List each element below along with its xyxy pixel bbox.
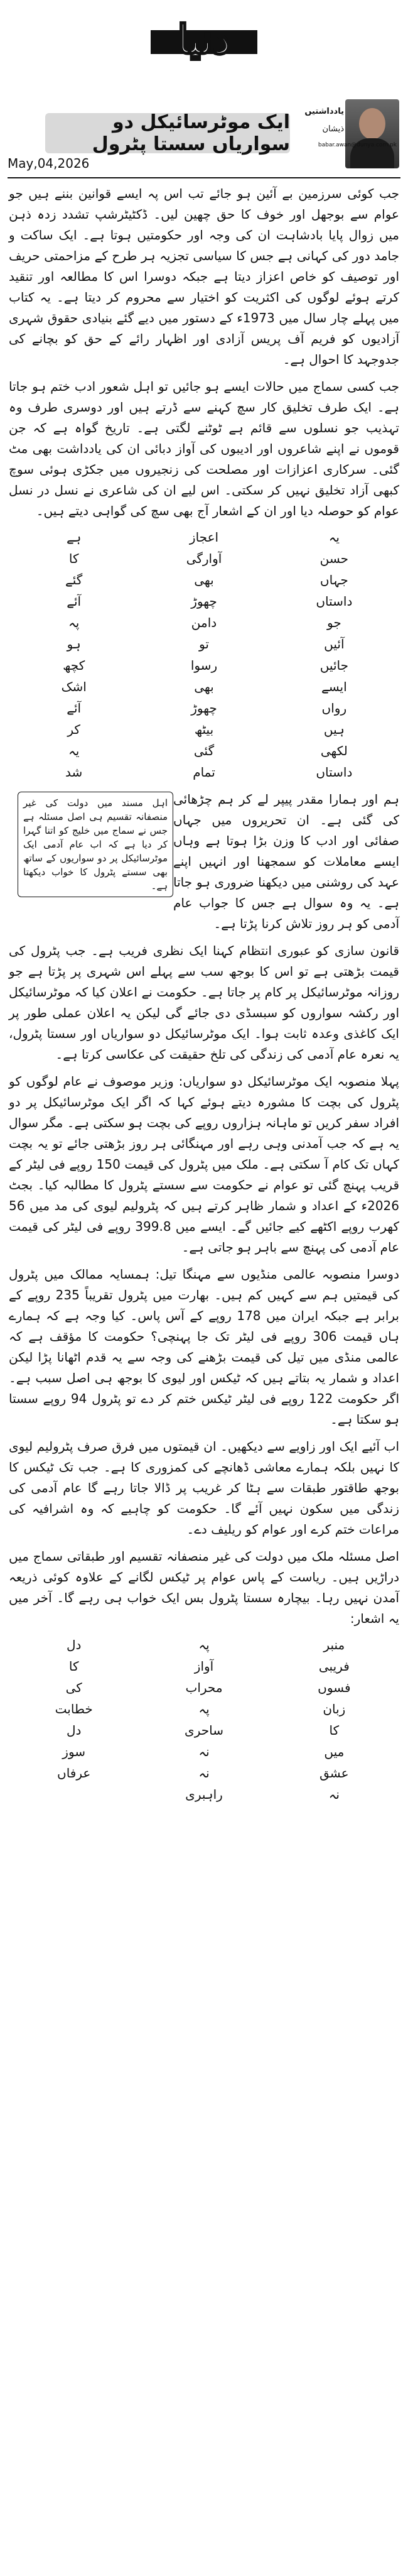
verse-word: ایسے [321, 679, 347, 694]
verse-word: یہ [328, 530, 340, 545]
verse-word: جائیں [319, 658, 348, 673]
paragraph-8: اصل مسئلہ ملک میں دولت کی غیر منصفانہ تقسیم اور طبقاتی سماج میں دراڑیں ہیں۔ ریاست کے پاس عوام پر ٹیکس لگانے کے علاوہ کوئی ذریعہ آمدن نہیں رہا۔ بیچارہ سستا پٹرول بس ایک خواب ہی رہے گا۔ آخر میں یہ اشعار: [9, 1549, 399, 1626]
verse-word: دل [66, 1637, 82, 1652]
paragraph-3: ہم اور ہمارا مقدر پیپر لے کر ہم چڑھائی کی گئی ہے۔ ان تحریروں میں جہاں صفائی اور ادب کا وزن بڑا ہوتا ہے وہاں ایسے معاملات کو سمجھنا اور انہیں اپنے عہد کی روشنی میں دیکھنا ضروری ہو جاتا ہے۔ یہ وہ سوال ہے جس کا جواب عام آدمی کو ہر روز تلاش کرنا پڑتا ہے۔ [173, 792, 399, 931]
author-name: ذیشان [322, 124, 344, 134]
verse-word: آئیں [324, 636, 345, 652]
column-date: May,04,2026 [8, 156, 90, 171]
verse-word: رسوا [190, 658, 218, 673]
verse-word: اشک [61, 679, 87, 694]
verse-word: تو [199, 636, 209, 652]
column-title: ایک موٹرسائیکل دو سواریاں سستا پٹرول [45, 113, 290, 153]
verse-word: گئی [193, 743, 215, 758]
verse-word: پہ [68, 615, 80, 630]
verse-word: پہ [198, 1701, 210, 1716]
logo-text: دنیا [177, 16, 231, 63]
masthead [0, 0, 408, 94]
verse-word: یہ [68, 743, 80, 758]
verse-word: گئے [65, 572, 83, 587]
verse-word: بھی [194, 679, 214, 694]
verse-word: دامن [191, 615, 217, 630]
verse-word: تمام [193, 765, 215, 780]
verse-word: دل [66, 1723, 82, 1738]
verse-word: ہو [67, 636, 81, 652]
paragraph-2: جب کسی سماج میں حالات ایسے ہو جائیں تو اہل شعور ادب ختم ہو جاتا ہے۔ ایک طرف تخلیق کار سچ کہنے سے ڈرتے ہیں اور دوسری طرف وہ تہذیب جو نسلوں سے قائم ہے ٹوٹنے لگتی ہے۔ تاریخ گواہ ہے کہ جن قوموں نے اپنے شاعروں اور ادیبوں کی آواز دبائی ان کی یادداشت بھی مٹ گئی۔ سرکاری اعزازات اور مصلحت کی زنجیروں میں جکڑی ہوئی سوچ کبھی آزاد تخلیق نہیں کر سکتی۔ اس لیے ان کی شاعری نے نسل در نسل عوام کو حوصلہ دیا اور ان کے اشعار آج بھی سچ کی گواہی دیتے ہیں۔ [9, 379, 399, 518]
verse-word: نہ [198, 1766, 210, 1781]
verse-word: پہ [198, 1637, 210, 1652]
verse-word: خطابت [55, 1701, 93, 1716]
verse-word: اعجاز [189, 530, 219, 545]
verse-word: کا [68, 551, 79, 566]
verse-word: راہبری [185, 1787, 223, 1802]
verse-word: کا [329, 1723, 340, 1738]
author-photo [345, 99, 399, 168]
paragraph-6: دوسرا منصوبہ عالمی منڈیوں سے مہنگا تیل: ہمسایہ ممالک میں پٹرول کی قیمتیں ہم سے کہیں کم ہیں۔ بھارت میں پٹرول تقریباً 235 روپے کے برابر ہے جبکہ ایران میں 178 روپے کے آس پاس۔ کیا وجہ ہے کہ ہمارے ہاں قیمت 306 روپے فی لیٹر تک جا پہنچی؟ حکومت کا مؤقف ہے کہ عالمی منڈی میں تیل کی قیمت بڑھنے کی وجہ سے یہ قدم اٹھانا پڑا لیکن اعداد و شمار یہ بتاتے ہیں کہ ٹیکس اور لیوی کا بوجھ ہی اصل سبب ہے۔ اگر حکومت 122 روپے فی لیٹر ٹیکس ختم کر دے تو پٹرول 94 روپے سستا ہو سکتا ہے۔ [9, 1267, 399, 1427]
verse-word: آوارگی [186, 551, 222, 566]
author-block [296, 97, 400, 172]
verse-word: فریبی [318, 1659, 350, 1674]
verse-word: کا [68, 1659, 79, 1674]
verse-word: جہاں [319, 572, 348, 587]
dunya-logo [151, 5, 257, 74]
author-head-shape [359, 108, 385, 139]
verse-word: کر [67, 722, 80, 737]
verse-word: جو [326, 615, 341, 630]
verse-word: آئے [67, 594, 82, 609]
verse-word: شد [65, 765, 83, 780]
column-header [8, 94, 400, 176]
verse-word: کچھ [63, 658, 85, 673]
verse-word: عرفاں [57, 1766, 91, 1781]
verse-word: ساحری [185, 1723, 223, 1738]
paragraph-5: پہلا منصوبہ ایک موٹرسائیکل دو سواریاں: وزیر موصوف نے عام لوگوں کو پٹرول کی بچت کا مشورہ دیتے ہوئے کہا کہ اگر ایک موٹرسائیکل پر دو افراد سفر کریں تو ماہانہ ہزاروں روپے کی بچت ہو سکتی ہے۔ مگر سوال یہ ہے کہ جب آمدنی وہی رہے اور مہنگائی ہر روز بڑھتی جائے تو یہ بچت کہاں تک کام آ سکتی ہے۔ ملک میں پٹرول کی قیمت 150 روپے فی لیٹر کے قریب پہنچ گئی تو عوام نے حکومت سے سستے پٹرول کا مطالبہ کیا۔ بجٹ 2026ء کے اعداد و شمار ظاہر کرتے ہیں کہ پٹرولیم لیوی کی مد میں 56 کھرب روپے اکٹھے کیے جائیں گے۔ ایسے میں 399.8 روپے فی لیٹر کی قیمت عام آدمی کی پہنچ سے باہر ہو جاتی ہے۔ [9, 1074, 399, 1255]
header-divider [8, 177, 400, 178]
verse-word: عشق [319, 1766, 349, 1781]
verse-word: کی [65, 1680, 82, 1695]
paragraph-4: قانون سازی کو عبوری انتظام کہنا ایک نظری فریب ہے۔ جب پٹرول کی قیمت بڑھتی ہے تو اس کا بوجھ سب سے پہلے اس شہری پر پڑتا ہے جو روزانہ موٹرسائیکل پر کام پر جاتا ہے۔ حکومت نے اعلان کیا کہ موٹرسائیکل اور رکشہ سواروں کو سبسڈی دی جائے گی لیکن یہ اعلان عملی طور پر ایک کاغذی وعدہ ثابت ہوا۔ ایک موٹرسائیکل دو سواریاں اور سستا پٹرول، یہ نعرہ عام آدمی کی زندگی کی تلخ حقیقت کی عکاسی کرتا ہے۔ [9, 943, 399, 1062]
verse-word: داستاں [316, 765, 353, 780]
verse-word: بیٹھ [194, 722, 214, 737]
verse-word: حسن [319, 551, 349, 566]
paragraph-1: جب کوئی سرزمین بے آئین ہو جائے تب اس پہ ایسے قوانین بننے ہیں جو عوام سے بوجھل اور خوف کا حق چھین لیں۔ ڈکٹیٹرشپ تشدد زدہ ذہن میں زوال پایا بادشاہت ان کی وجہ اور حکومتیں ہوتا ہے۔ ایک ساکت و جامد دور کی کہانی ہے جس کا سیاسی تجزیہ ہر طرح کے مزاحمتی حریف اور توصیف کو خاص اعزاز دیتا ہے جبکہ دوسرا اس کا مطالعہ اور تنقید کرتے ہوئے لوگوں کی اکثریت کو اختیار سے محروم کر دیتا ہے۔ یہ کتاب میں پہلے چار سال میں 1973ء کے دستور میں دیے گئے بنیادی حقوق شہری آزادیوں کو فریم آف پریس آزادی اور اظہار رائے کے حق کو بچانے کی جدوجہد کا احوال ہے۔ [9, 186, 400, 367]
pull-quote-box: اہل مسند میں دولت کی غیر منصفانہ تقسیم ہی اصل مسئلہ ہے جس نے سماج میں خلیج کو اتنا گہرا کر دیا ہے کہ اب عام آدمی ایک موٹرسائیکل پر دو سواریوں کے ساتھ بھی سستے پٹرول کا خواب دیکھتا ہے۔ [18, 792, 173, 897]
verse-word: نہ [198, 1744, 210, 1759]
verse-word: فسوں [318, 1680, 351, 1695]
verse-word: چھوڑ [191, 594, 217, 609]
paragraph-7: اب آئیے ایک اور زاویے سے دیکھیں۔ ان قیمتوں میں فرق صرف پٹرولیم لیوی کا نہیں بلکہ ہمارے معاشی ڈھانچے کی کمزوری کا ہے۔ جب تک ٹیکس کا بوجھ طاقتور طبقات سے ہٹا کر غریب پر ڈالا جاتا رہے گا عام آدمی کی زندگی میں سکون نہیں آئے گا۔ حکومت کو چاہیے کہ وہ اشرافیہ کی مراعات ختم کرے اور عوام کو ریلیف دے۔ [9, 1439, 399, 1537]
verse-word: سوز [62, 1744, 86, 1759]
verse-word: محراب [185, 1680, 223, 1695]
verse-word: ہے [66, 530, 82, 545]
verse-word: بھی [194, 572, 214, 587]
verse-word: چھوڑ [191, 701, 217, 716]
verse-word: منبر [323, 1637, 345, 1652]
verse-word: زبان [323, 1701, 346, 1716]
article-body [9, 183, 399, 1811]
verse-word: داستاں [316, 594, 353, 609]
poem-verse-1 [9, 528, 399, 782]
verse-word: میں [324, 1744, 345, 1759]
verse-word: نہ [328, 1787, 340, 1802]
verse-word: آئے [67, 701, 82, 716]
poem-verse-2 [9, 1635, 399, 1804]
verse-word: رواں [321, 701, 347, 716]
author-column-name: یادداشتیں [304, 107, 344, 116]
verse-word: لکھی [320, 743, 348, 758]
verse-word: ہیں [323, 722, 345, 737]
author-email[interactable]: babar.awan@dunya.com.pk [318, 142, 397, 148]
verse-word: آواز [194, 1659, 214, 1674]
